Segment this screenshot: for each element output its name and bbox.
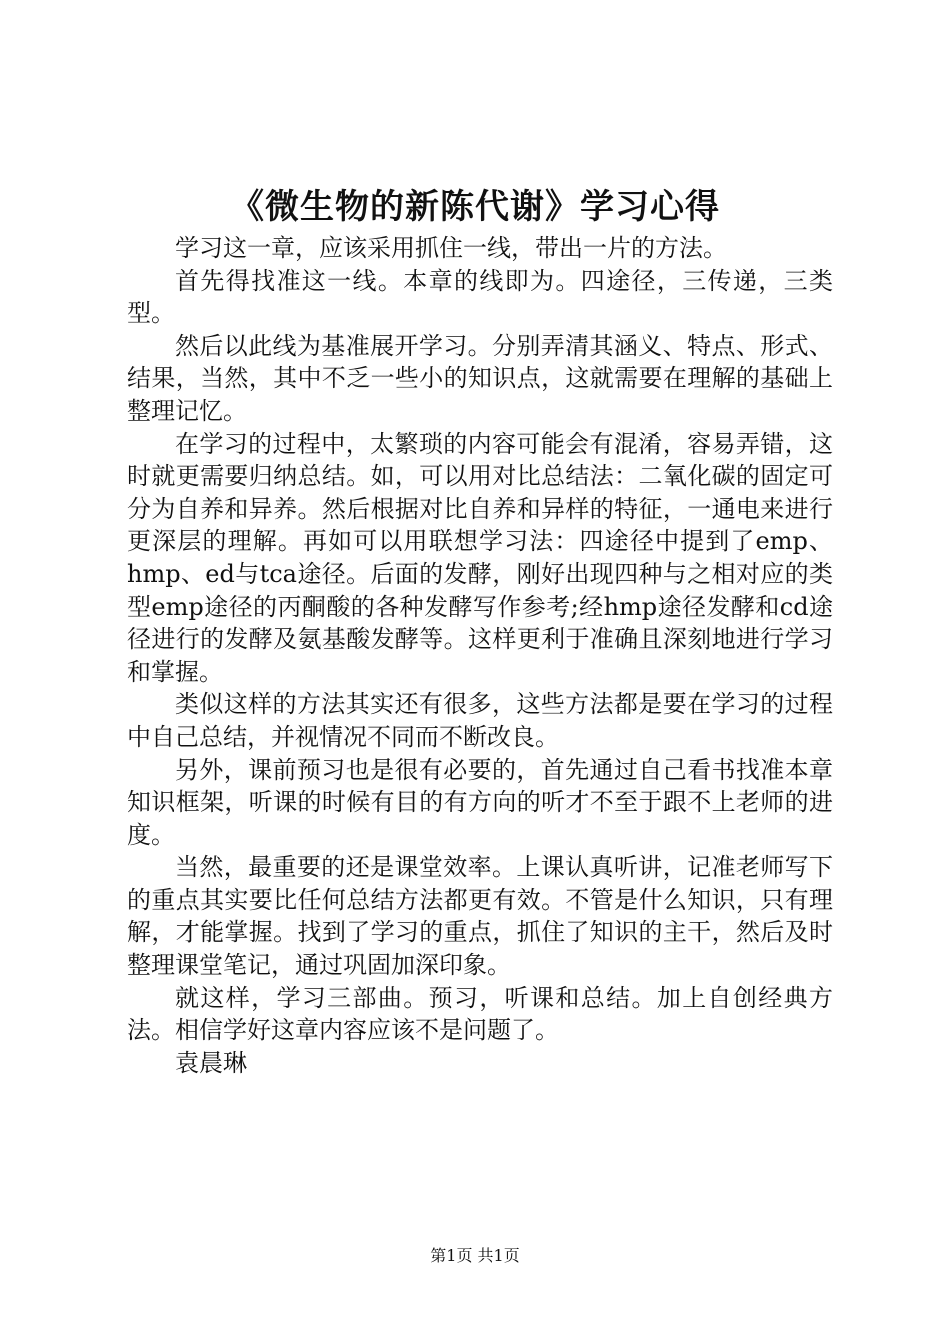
author-signature: 袁晨琳 (175, 1048, 247, 1077)
paragraph-7: 当然，最重要的还是课堂效率。上课认真听讲，记准老师写下的重点其实要比任何总结方法都更有效。不管是什么知识，只有理解，才能掌握。找到了学习的重点，抓住了知识的主干，然后及时整理课堂笔记，通过巩固加深印象。 (127, 853, 833, 980)
paragraph-4: 在学习的过程中，太繁琐的内容可能会有混淆，容易弄错，这时就更需要归纳总结。如，可以用对比总结法：二氧化碳的固定可分为自养和异养。然后根据对比自养和异样的特征，一通电来进行更深层的理解。再如可以用联想学习法：四途径中提到了emp、hmp、ed与tca途径。后面的发酵，刚好出现四种与之相对应的类型emp途径的丙酮酸的各种发酵写作参考;经hmp途径发酵和cd途径进行的发酵及氨基酸发酵等。这样更利于准确且深刻地进行学习和掌握。 (127, 429, 833, 686)
document-title: 《微生物的新陈代谢》学习心得 (230, 187, 720, 227)
paragraph-2: 首先得找准这一线。本章的线即为。四途径，三传递，三类型。 (127, 266, 833, 328)
paragraph-5: 类似这样的方法其实还有很多，这些方法都是要在学习的过程中自己总结，并视情况不同而不断改良。 (127, 690, 833, 751)
paragraph-6: 另外，课前预习也是很有必要的，首先通过自己看书找准本章知识框架，听课的时候有目的有方向的听才不至于跟不上老师的进度。 (127, 755, 833, 849)
paragraph-8: 就这样，学习三部曲。预习，听课和总结。加上自创经典方法。相信学好这章内容应该不是问题了。 (127, 983, 833, 1045)
page-footer: 第1页 共1页 (430, 1246, 520, 1265)
paragraph-1: 学习这一章，应该采用抓住一线，带出一片的方法。 (175, 234, 727, 262)
paragraph-3: 然后以此线为基准展开学习。分别弄清其涵义、特点、形式、结果，当然，其中不乏一些小的知识点，这就需要在理解的基础上整理记忆。 (127, 331, 833, 425)
document-body (127, 232, 833, 1079)
